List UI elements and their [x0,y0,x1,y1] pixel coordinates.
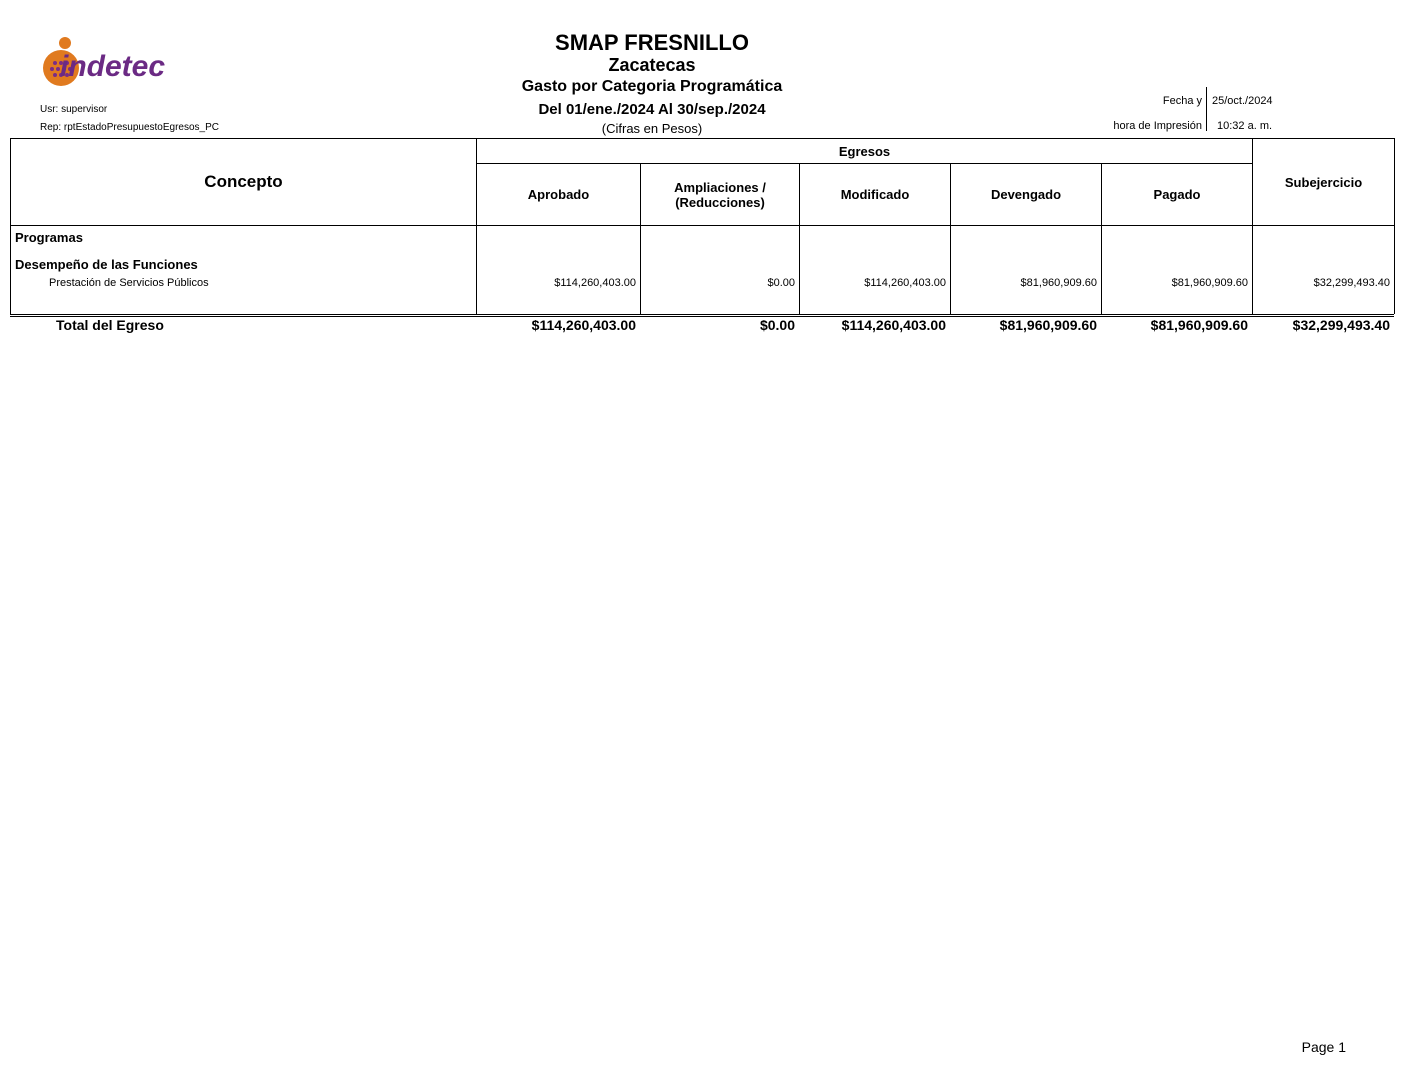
row-ampliaciones: $0.00 [641,272,800,294]
row-concept: Prestación de Servicios Públicos [11,272,477,294]
total-ampliaciones: $0.00 [759,317,795,333]
egresos-header: Egresos [477,139,1253,164]
totals-row [10,314,1394,333]
report-table [10,138,1395,314]
category-label: Desempeño de las Funciones [11,250,477,272]
row-devengado: $81,960,909.60 [951,272,1102,294]
total-aprobado: $114,260,403.00 [531,317,636,333]
report-name: Rep: rptEstadoPresupuestoEgresos_PC [40,122,219,133]
report-period: Del 01/ene./2024 Al 30/sep./2024 [538,101,766,118]
user-label: Usr: supervisor [40,104,108,115]
devengado-header: Devengado [951,164,1102,226]
report-note: (Cifras en Pesos) [601,121,703,136]
row-subejercicio: $32,299,493.40 [1253,272,1395,294]
indetec-logo [38,36,213,92]
total-devengado: $81,960,909.60 [999,317,1097,333]
ampliaciones-header: Ampliaciones / (Reducciones) [641,164,800,226]
page-number: Page 1 [1301,1039,1346,1055]
modificado-header: Modificado [800,164,951,226]
date-value: 25/oct./2024 [1212,95,1273,107]
pagado-header: Pagado [1102,164,1253,226]
table-row [11,272,1395,294]
report-subtitle: Gasto por Categoria Programática [521,78,783,95]
aprobado-header: Aprobado [477,164,641,226]
report-title: SMAP FRESNILLO [555,30,749,55]
total-modificado: $114,260,403.00 [841,317,946,333]
report-state: Zacatecas [608,55,696,75]
total-subejercicio: $32,299,493.40 [1292,317,1390,333]
meta-divider [1206,87,1207,131]
concept-header: Concepto [11,139,477,226]
time-value: 10:32 a. m. [1217,120,1273,132]
row-aprobado: $114,260,403.00 [477,272,641,294]
section-label: Programas [11,226,477,250]
subejercicio-header: Subejercicio [1253,139,1395,226]
row-modificado: $114,260,403.00 [800,272,951,294]
total-label: Total del Egreso [56,317,164,333]
row-pagado: $81,960,909.60 [1102,272,1253,294]
time-label: hora de Impresión [1113,120,1202,132]
svg-text:indetec: indetec [60,50,166,83]
total-pagado: $81,960,909.60 [1150,317,1248,333]
date-label: Fecha y [1162,95,1202,107]
